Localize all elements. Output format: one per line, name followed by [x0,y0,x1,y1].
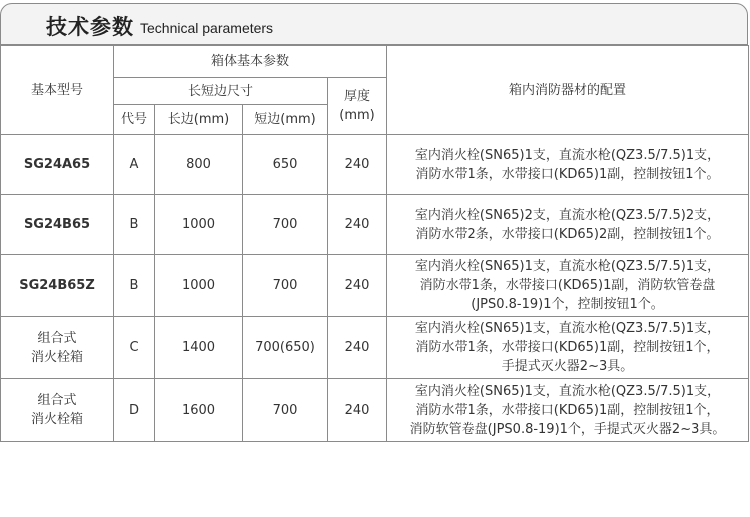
config-line: 消防水带1条，水带接口(KD65)1副，控制按钮1个。 [415,166,720,182]
thickness-cell: 240 [328,135,387,195]
short-side-cell: 700(650) [243,317,328,379]
header-long-side: 长边(mm) [155,105,243,135]
title-bar [0,3,748,45]
short-side-cell: 700 [243,379,328,442]
thickness-cell: 240 [328,255,387,317]
short-side-cell: 700 [243,195,328,255]
config-line: 消防水带1条，水带接口(KD65)1副，消防软管卷盘 [419,278,716,293]
header-thickness-label: 厚度 [344,89,371,104]
config-line: 室内消火栓(SN65)2支，直流水枪(QZ3.5/7.5)2支， [414,207,721,223]
code-cell: B [114,195,155,255]
model-cell [1,135,114,195]
config-cell [387,135,749,195]
header-config: 箱内消防器材的配置 [387,46,749,135]
model-line: 组合式 [37,330,77,346]
config-line: 消防水带1条，水带接口(KD65)1副，控制按钮1个， [415,340,720,355]
config-line: 消防水带2条，水带接口(KD65)2副，控制按钮1个。 [415,226,720,242]
model-line: SG24A65 [23,157,91,172]
short-side-cell: 650 [243,135,328,195]
title-english: Technical parameters [140,20,274,36]
config-line: 室内消火栓(SN65)1支，直流水枪(QZ3.5/7.5)1支， [414,321,721,336]
code-cell: A [114,135,155,195]
short-side-cell: 700 [243,255,328,317]
config-line: 室内消火栓(SN65)1支，直流水枪(QZ3.5/7.5)1支， [414,383,721,399]
model-line: SG24B65 [23,217,91,232]
header-code: 代号 [114,105,155,135]
table-row [1,195,749,255]
long-side-cell: 1600 [155,379,243,442]
model-cell [1,379,114,442]
header-dimensions: 长短边尺寸 [114,78,328,105]
thickness-cell: 240 [328,379,387,442]
table-body [1,135,749,442]
technical-parameters-table [0,45,749,442]
header-short-side: 短边(mm) [243,105,328,135]
thickness-cell: 240 [328,317,387,379]
model-line: 消火栓箱 [30,412,83,427]
header-box-params: 箱体基本参数 [114,46,387,78]
table-row [1,135,749,195]
long-side-cell: 800 [155,135,243,195]
config-cell [387,255,749,317]
config-line: 消防软管卷盘(JPS0.8-19)1个，手提式灭火器2~3具。 [409,421,726,437]
table-row [1,317,749,379]
config-cell [387,379,749,442]
table-row [1,255,749,317]
model-cell [1,195,114,255]
config-line: 消防水带1条，水带接口(KD65)1副，控制按钮1个， [415,402,720,418]
header-row-1 [1,46,749,78]
config-line: (JPS0.8-19)1个，控制按钮1个。 [471,297,664,312]
table-row [1,379,749,442]
model-line: 消火栓箱 [30,349,83,365]
model-line: 组合式 [37,393,77,408]
code-cell: D [114,379,155,442]
config-line: 室内消火栓(SN65)1支，直流水枪(QZ3.5/7.5)1支， [414,259,721,274]
config-cell [387,195,749,255]
config-cell [387,317,749,379]
thickness-cell: 240 [328,195,387,255]
header-model: 基本型号 [1,46,114,135]
header-thickness-unit: (mm) [339,108,375,123]
config-line: 手提式灭火器2~3具。 [501,359,634,374]
long-side-cell: 1000 [155,255,243,317]
model-cell [1,317,114,379]
long-side-cell: 1000 [155,195,243,255]
model-cell [1,255,114,317]
model-line: SG24B65Z [19,278,95,293]
header-thickness [328,78,387,135]
config-line: 室内消火栓(SN65)1支，直流水枪(QZ3.5/7.5)1支， [414,147,721,163]
title-chinese: 技术参数 [46,15,134,39]
code-cell: C [114,317,155,379]
code-cell: B [114,255,155,317]
long-side-cell: 1400 [155,317,243,379]
